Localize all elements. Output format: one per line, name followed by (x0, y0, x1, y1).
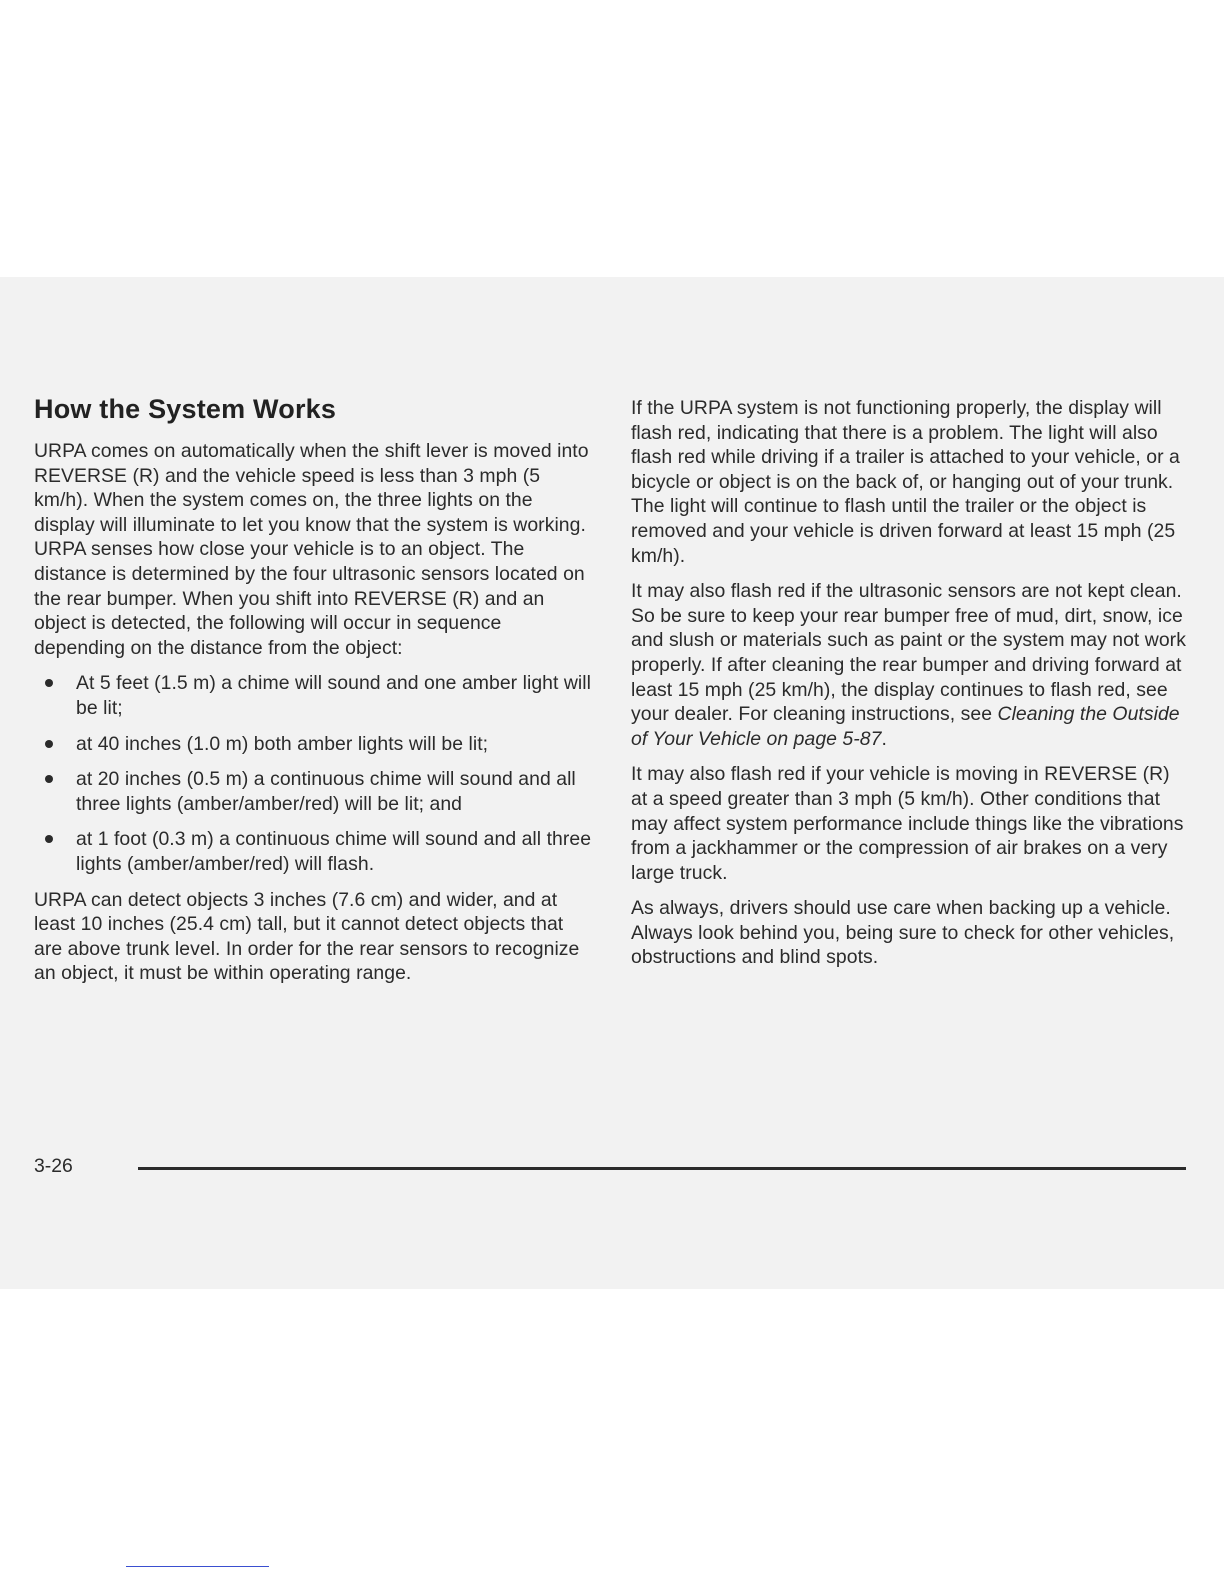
bullet-icon (45, 775, 53, 783)
speed-conditions-paragraph: It may also flash red if your vehicle is moving in REVERSE (R) at a speed greater than 3 mph (5 km/h). Other conditions that may affect system performance include things like the vibrations from a jackhammer or the compression of air brakes on a very large truck. (631, 763, 1184, 884)
intro-paragraph: URPA comes on automatically when the shift lever is moved into REVERSE (R) and the vehicle speed is less than 3 mph (5 km/h). When the system comes on, the three lights on the display will illuminate to let you know that the system is working. URPA senses how close your vehicle is to an object. The distance is determined by the four ultrasonic sensors located on the rear bumper. When you shift into REVERSE (R) and an object is detected, the following will occur in sequence depending on the distance from the object: (34, 440, 589, 659)
sensor-cleaning-end: . (881, 727, 887, 750)
closing-paragraph: URPA can detect objects 3 inches (7.6 cm) and wider, and at least 10 inches (25.4 cm) tall, but it cannot detect objects that are above trunk level. In order for the rear sensors to recognize an object, it must be within operating range. (34, 888, 580, 985)
page-number: 3-26 (34, 1155, 73, 1177)
bullet-item (34, 671, 594, 720)
hyperlink-underline[interactable] (126, 1566, 269, 1567)
malfunction-paragraph: If the URPA system is not functioning properly, the display will flash red, indicating that there is a problem. The light will also flash red while driving if a trailer is attached to your vehicle, or a bicycle or object is on the back of, or hanging out of your trunk. The light will continue to flash until the trailer or the object is removed and your vehicle is driven forward at least 15 mph (25 km/h). (631, 397, 1180, 567)
bullet-text: at 1 foot (0.3 m) a continuous chime will sound and all three lights (amber/amber/red) will flash. (76, 828, 592, 875)
cleaning-cross-reference-link[interactable]: Cleaning the Outside of Your Vehicle on page 5-87 (631, 703, 1180, 750)
bullet-icon (45, 679, 53, 687)
bullet-item (34, 827, 594, 876)
bullet-icon (45, 740, 53, 748)
footer-divider (138, 1167, 1186, 1170)
caution-paragraph: As always, drivers should use care when backing up a vehicle. Always look behind you, being sure to check for other vehicles, obstructions and blind spots. (631, 897, 1175, 969)
section-heading: How the System Works (34, 394, 337, 424)
right-column (631, 396, 1191, 981)
sensor-cleaning-text: It may also flash red if the ultrasonic sensors are not kept clean. So be sure to keep your rear bumper free of mud, dirt, snow, ice and slush or materials such as paint or the system may not work properly. If after cleaning the rear bumper and driving forward at least 15 mph (25 km/h), the display continues to flash red, see your dealer. For cleaning instructions, see (631, 580, 1186, 726)
bullet-text: at 20 inches (0.5 m) a continuous chime will sound and all three lights (amber/amber/red) will be lit; and (76, 768, 576, 815)
bullet-text: at 40 inches (1.0 m) both amber lights will be lit; (76, 732, 489, 755)
bullet-item (34, 767, 594, 816)
left-column (34, 393, 594, 997)
bullet-icon (45, 835, 53, 843)
sensor-cleaning-paragraph (631, 579, 1191, 751)
distance-bullet-list (34, 671, 594, 876)
bullet-item (34, 732, 594, 757)
bullet-text: At 5 feet (1.5 m) a chime will sound and one amber light will be lit; (76, 672, 591, 719)
